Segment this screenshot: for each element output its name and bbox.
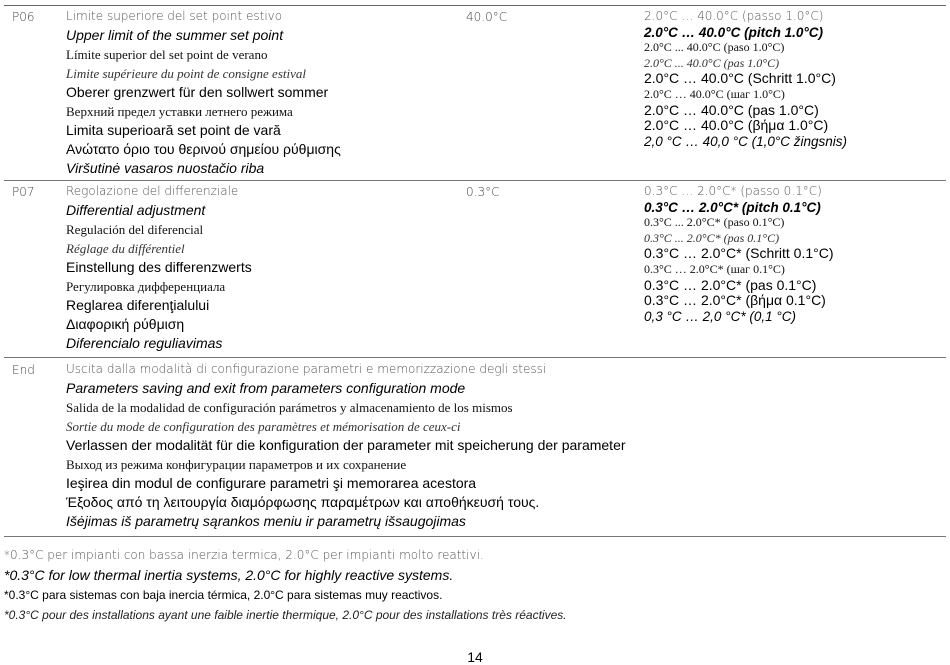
range-el: 0.3°C … 2.0°C* (βήμα 0.1°C) bbox=[644, 292, 826, 309]
desc-en: Upper limit of the summer set point bbox=[66, 27, 284, 43]
desc-fr: Sortie du mode de configuration des paramètres et mémorisation de ceux-ci bbox=[66, 419, 461, 434]
param-description bbox=[66, 360, 626, 531]
desc-ru: Выход из режима конфигурации параметров и их сохранение bbox=[66, 457, 407, 472]
range-fr: 2.0°C ... 40.0°C (pas 1.0°C) bbox=[644, 55, 780, 70]
range-lt: 0,3 °C … 2,0 °C* (0,1 °C) bbox=[644, 308, 796, 324]
param-range bbox=[644, 9, 847, 149]
desc-it: Limite superiore del set point estivo bbox=[66, 9, 283, 23]
desc-es: Regulación del diferencial bbox=[66, 222, 204, 237]
table-top-rule bbox=[4, 5, 946, 6]
desc-es: Salida de la modalidad de configuración parámetros y almacenamiento de los mismos bbox=[66, 400, 513, 415]
range-es: 0.3°C ... 2.0°C* (paso 0.1°C) bbox=[644, 215, 785, 230]
param-default: 0.3°C bbox=[466, 185, 500, 199]
desc-es: Límite superior del set point de verano bbox=[66, 47, 268, 62]
desc-ru: Верхний предел уставки летнего режима bbox=[66, 104, 293, 119]
page-number: 14 bbox=[467, 649, 483, 665]
desc-lt: Viršutinė vasaros nuostačio riba bbox=[66, 160, 265, 176]
param-code: End bbox=[12, 363, 35, 377]
range-it: 0.3°C … 2.0°C* (passo 0.1°C) bbox=[644, 184, 822, 198]
range-de: 2.0°C … 40.0°C (Schritt 1.0°C) bbox=[644, 70, 836, 87]
param-row-p07 bbox=[4, 182, 946, 354]
row-divider bbox=[4, 180, 946, 181]
range-ro: 0.3°C … 2.0°C* (pas 0.1°C) bbox=[644, 276, 817, 293]
range-en: 2.0°C … 40.0°C (pitch 1.0°C) bbox=[644, 24, 823, 40]
desc-de: Oberer grenzwert für den sollwert sommer bbox=[66, 84, 329, 100]
desc-el: Έξοδος από τη λειτουργία διαμόρφωσης παραμέτρων και αποθήκευσή τους. bbox=[66, 494, 540, 510]
desc-lt: Diferencialo reguliavimas bbox=[66, 335, 223, 351]
range-lt: 2,0 °C … 40,0 °C (1,0°C žingsnis) bbox=[644, 133, 848, 149]
param-row-p06 bbox=[4, 7, 946, 179]
desc-en: Differential adjustment bbox=[66, 202, 206, 218]
footnote-it: *0.3°C per impianti con bassa inerzia termica, 2.0°C per impianti molto reattivi. bbox=[4, 548, 484, 562]
param-default: 40.0°C bbox=[466, 10, 508, 24]
footnote-fr: *0.3°C pour des installations ayant une faible inertie thermique, 2.0°C pour des installations très réactives. bbox=[4, 608, 567, 622]
range-el: 2.0°C … 40.0°C (βήμα 1.0°C) bbox=[644, 117, 829, 134]
param-code: P06 bbox=[12, 10, 35, 24]
footnotes bbox=[4, 545, 946, 625]
desc-el: Ανώτατο όριο του θερινού σημείου ρύθμισης bbox=[66, 141, 341, 157]
range-fr: 0.3°C ... 2.0°C* (pas 0.1°C) bbox=[644, 230, 780, 245]
footnote-en: *0.3°C for low thermal inertia systems, 2.0°C for highly reactive systems. bbox=[4, 567, 454, 583]
desc-lt: Išėjimas iš parametrų sąrankos meniu ir parametrų išsaugojimas bbox=[66, 513, 466, 529]
row-divider bbox=[4, 357, 946, 358]
desc-de: Verlassen der modalität für die konfiguration der parameter mit speicherung der parameter bbox=[66, 437, 626, 453]
param-description bbox=[66, 182, 252, 353]
desc-it: Regolazione del differenziale bbox=[66, 184, 239, 198]
desc-de: Einstellung des differenzwerts bbox=[66, 259, 252, 275]
desc-ro: Reglarea diferenţialului bbox=[66, 297, 210, 313]
range-de: 0.3°C … 2.0°C* (Schritt 0.1°C) bbox=[644, 245, 834, 262]
param-row-end bbox=[4, 360, 946, 532]
footnote-es: *0.3°C para sistemas con baja inercia térmica, 2.0°C para sistemas muy reactivos. bbox=[4, 588, 443, 602]
param-code: P07 bbox=[12, 185, 35, 199]
desc-it: Uscita dalla modalità di configurazione parametri e memorizzazione degli stessi bbox=[66, 362, 547, 376]
desc-ru: Регулировка дифференциала bbox=[66, 279, 226, 294]
desc-fr: Réglage du différentiel bbox=[66, 241, 185, 256]
range-ro: 2.0°C … 40.0°C (pas 1.0°C) bbox=[644, 101, 819, 118]
desc-en: Parameters saving and exit from parameters configuration mode bbox=[66, 380, 466, 396]
desc-ro: Ieşirea din modul de configurare parametri şi memorarea acestora bbox=[66, 475, 477, 491]
table-bottom-rule bbox=[4, 536, 946, 537]
range-ru: 2.0°C … 40.0°C (шаг 1.0°C) bbox=[644, 86, 785, 101]
param-range bbox=[644, 184, 834, 324]
range-ru: 0.3°C … 2.0°C* (шаг 0.1°C) bbox=[644, 261, 785, 276]
range-it: 2.0°C … 40.0°C (passo 1.0°C) bbox=[644, 9, 824, 23]
desc-fr: Limite supérieure du point de consigne estival bbox=[66, 66, 306, 81]
range-en: 0.3°C … 2.0°C* (pitch 0.1°C) bbox=[644, 199, 821, 215]
desc-ro: Limita superioară set point de vară bbox=[66, 122, 281, 138]
desc-el: Διαφορική ρύθμιση bbox=[66, 316, 185, 332]
param-description bbox=[66, 7, 341, 178]
range-es: 2.0°C ... 40.0°C (paso 1.0°C) bbox=[644, 40, 785, 55]
